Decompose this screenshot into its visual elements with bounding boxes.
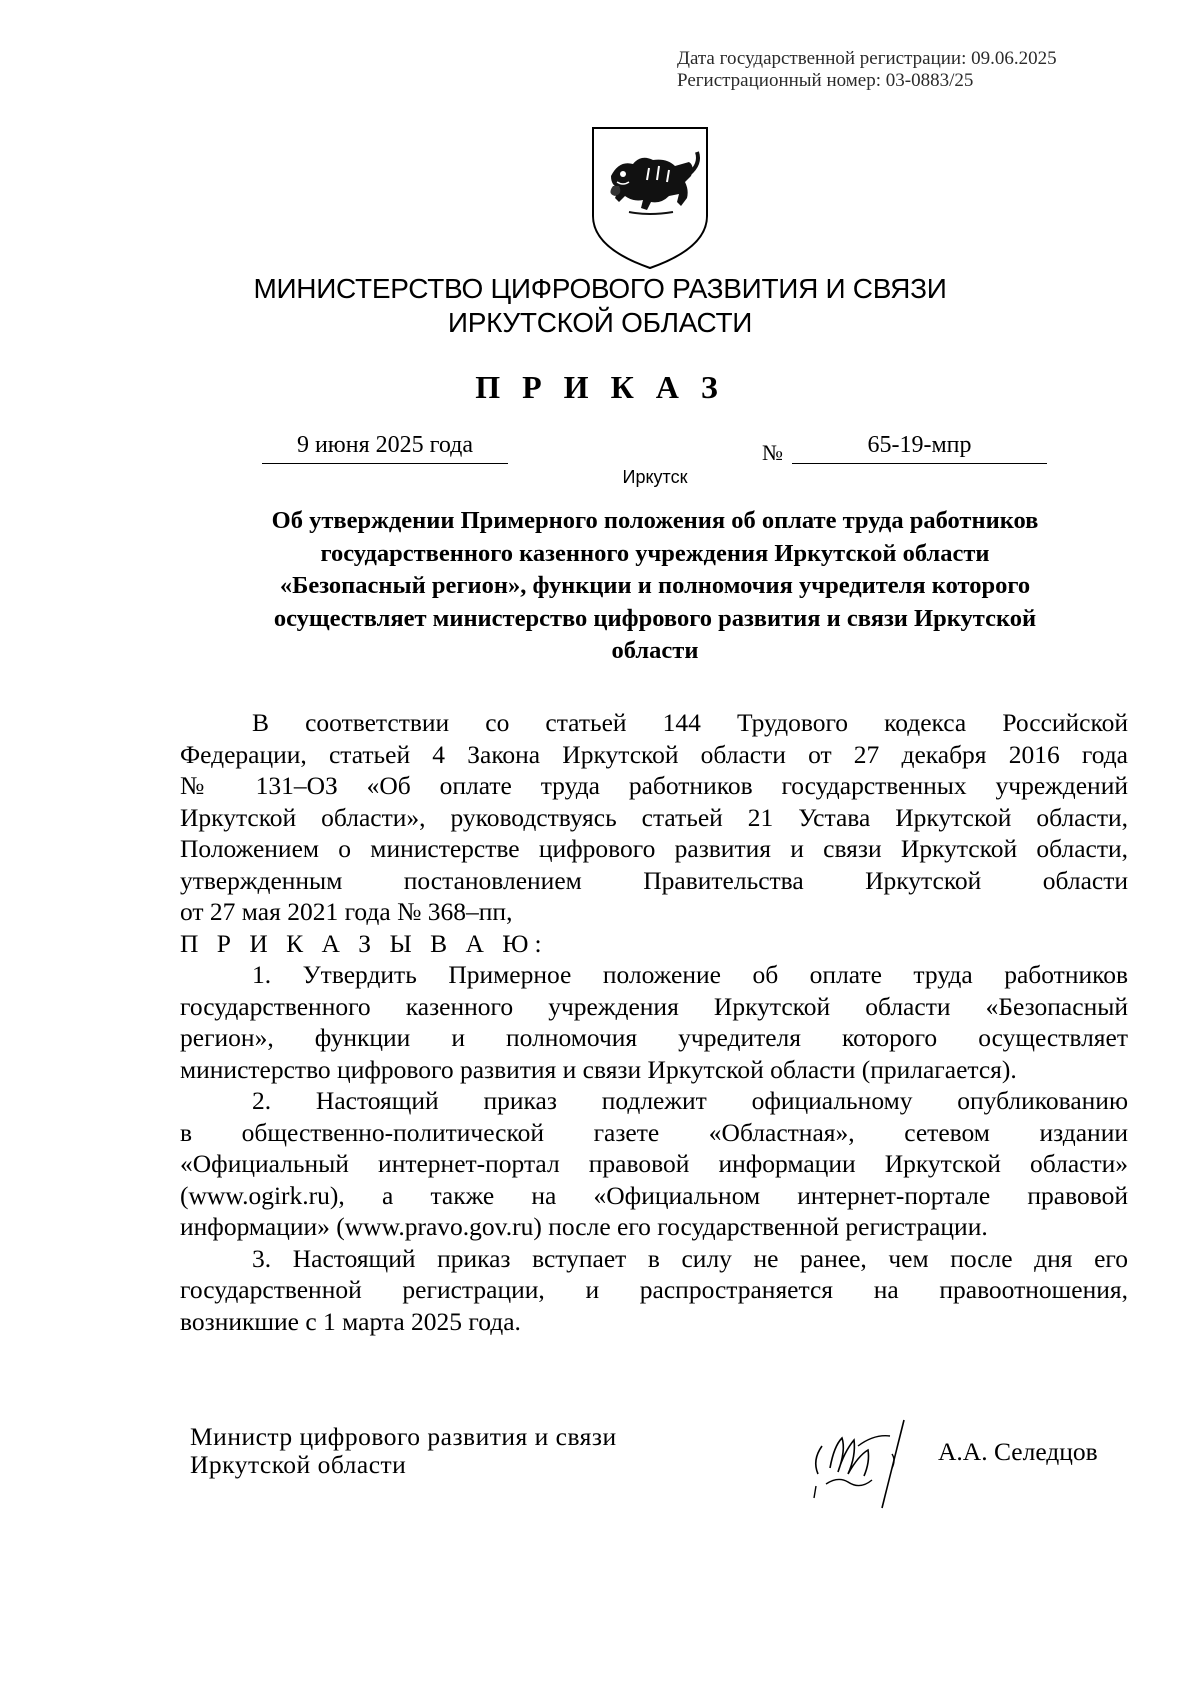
- item-2-line: «Официальный интернет-портал правовой информации Иркутской области»: [180, 1149, 1128, 1178]
- registration-date: Дата государственной регистрации: 09.06.2025: [677, 48, 1057, 69]
- registration-info: [677, 48, 1157, 92]
- preamble-line: утвержденным постановлением Правительства Иркутской области: [180, 865, 1128, 895]
- item-3-line: возникшие с 1 марта 2025 года.: [180, 1306, 521, 1336]
- ministry-name: [0, 272, 1200, 340]
- heading-line: осуществляет министерство цифрового развития и связи Иркутской: [273, 604, 1037, 632]
- item-1-line: 1. Утвердить Примерное положение об оплате труда работников: [252, 960, 1128, 989]
- preamble-line: В соответствии со статьей 144 Трудового кодекса Российской: [252, 708, 1128, 737]
- signer-position: [190, 1423, 710, 1479]
- registration-number: Регистрационный номер: 03-0883/25: [677, 70, 974, 91]
- preamble-line: № 131–ОЗ «Об оплате труда работников государственных учреждений: [180, 771, 1128, 800]
- preamble-line: Федерации, статьей 4 Закона Иркутской области от 27 декабря 2016 года: [180, 739, 1128, 769]
- item-1-line: министерство цифрового развития и связи Иркутской области (прилагается).: [180, 1054, 1017, 1084]
- preamble-line: от 27 мая 2021 года № 368–пп,: [180, 897, 513, 926]
- heading-line: Об утверждении Примерного положения об оплате труда работников: [271, 507, 1039, 534]
- item-2-line: (www.ogirk.ru), а также на «Официальном интернет-портале правовой: [180, 1180, 1128, 1210]
- heading-line: государственного казенного учреждения Иркутской области: [320, 539, 990, 567]
- order-date: 9 июня 2025 года: [262, 430, 508, 464]
- item-2-line: 2. Настоящий приказ подлежит официальному опубликованию: [252, 1086, 1128, 1115]
- item-2-line: информации» (www.pravo.gov.ru) после его государственной регистрации.: [180, 1212, 988, 1241]
- order-city: Иркутск: [622, 467, 688, 487]
- prikazyvayu-label: П Р И К А З Ы В А Ю:: [180, 928, 548, 958]
- order-number: 65-19-мпр: [792, 430, 1047, 464]
- signer-name: А.А. Селедцов: [938, 1437, 1098, 1466]
- ministry-name-line: ИРКУТСКОЙ ОБЛАСТИ: [447, 307, 753, 338]
- preamble-line: Положением о министерстве цифрового развития и связи Иркутской области,: [180, 834, 1128, 863]
- item-3-line: 3. Настоящий приказ вступает в силу не ранее, чем после дня его: [252, 1243, 1128, 1273]
- item-3-line: государственной регистрации, и распространяется на правоотношения,: [180, 1275, 1128, 1304]
- order-number-sign: №: [762, 440, 783, 465]
- item-1-line: регион», функции и полномочия учредителя которого осуществляет: [180, 1023, 1128, 1052]
- handwritten-signature-icon: [808, 1416, 920, 1512]
- item-1-line: государственного казенного учреждения Иркутской области «Безопасный: [180, 991, 1128, 1021]
- heading-line: области: [611, 637, 699, 664]
- irkutsk-coat-of-arms-icon: [589, 124, 711, 272]
- signer-position-line: Министр цифрового развития и связи: [190, 1422, 617, 1451]
- preamble-line: Иркутской области», руководствуясь статьей 21 Устава Иркутской области,: [180, 802, 1128, 832]
- heading-line: «Безопасный регион», функции и полномочия учредителя которого: [279, 572, 1031, 599]
- ministry-name-line: МИНИСТЕРСТВО ЦИФРОВОГО РАЗВИТИЯ И СВЯЗИ: [253, 273, 947, 304]
- order-title: П Р И К А З: [475, 369, 725, 405]
- order-body: [180, 707, 1128, 1337]
- item-2-line: в общественно-политической газете «Областная», сетевом издании: [180, 1117, 1128, 1147]
- signer-position-line: Иркутской области: [190, 1450, 407, 1479]
- order-heading: [190, 505, 1120, 668]
